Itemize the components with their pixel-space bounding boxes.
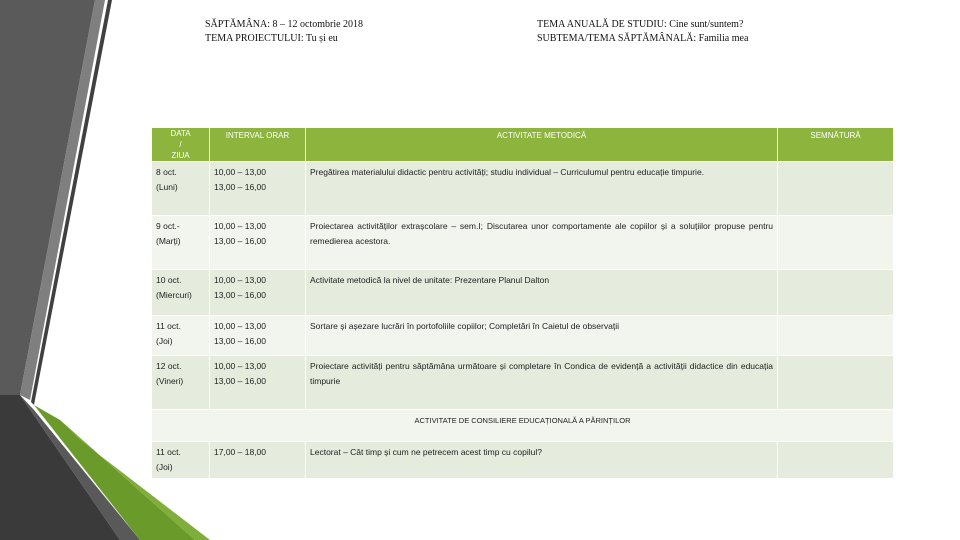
interval-afternoon: 13,00 – 16,00 (214, 376, 266, 386)
table-header-row (152, 128, 894, 162)
signature-cell (778, 270, 894, 316)
interval-morning: 10,00 – 13,00 (214, 221, 266, 231)
interval-morning: 10,00 – 13,00 (214, 275, 266, 285)
table-row (152, 162, 894, 216)
interval-cell (210, 216, 306, 270)
header-right (537, 18, 748, 46)
signature-cell (778, 162, 894, 216)
column-header-date-line1: DATA (170, 129, 191, 138)
day-text: (Marți) (156, 236, 181, 246)
date-cell (152, 316, 210, 356)
interval-morning: 10,00 – 13,00 (214, 361, 266, 371)
table-row (152, 316, 894, 356)
date-cell (152, 216, 210, 270)
column-header-activity: ACTIVITATE METODICĂ (306, 128, 778, 162)
parents-section-heading: ACTIVITATE DE CONSILIERE EDUCAȚIONALĂ A PĂRINȚILOR (152, 410, 894, 442)
signature-cell (778, 216, 894, 270)
day-text: (Miercuri) (156, 290, 192, 300)
interval-cell (210, 356, 306, 410)
activity-cell: Proiectarea activităților extrașcolare – sem.I; Discutarea unor comportamente ale copiilor și a soluțiilor propuse pentru remedierea acestora. (306, 216, 778, 270)
schedule-table (151, 127, 894, 479)
day-text: (Joi) (156, 462, 173, 472)
table-row (152, 442, 894, 479)
activity-cell: Activitate metodică la nivel de unitate: Prezentare Planul Dalton (306, 270, 778, 316)
column-header-date (152, 128, 210, 162)
date-text: 8 oct. (156, 167, 177, 177)
interval-cell: 17,00 – 18,00 (210, 442, 306, 479)
column-header-interval: INTERVAL ORAR (210, 128, 306, 162)
interval-afternoon: 13,00 – 16,00 (214, 290, 266, 300)
column-header-date-line2: / (179, 140, 182, 149)
date-cell (152, 270, 210, 316)
table-row (152, 356, 894, 410)
signature-cell (778, 356, 894, 410)
table-row (152, 270, 894, 316)
column-header-signature: SEMNĂTURĂ (778, 128, 894, 162)
interval-afternoon: 13,00 – 16,00 (214, 236, 266, 246)
date-text: 12 oct. (156, 361, 182, 371)
day-text: (Vineri) (156, 376, 184, 386)
interval-afternoon: 13,00 – 16,00 (214, 336, 266, 346)
table-row (152, 216, 894, 270)
project-theme-label: TEMA PROIECTULUI: Tu și eu (205, 33, 338, 44)
annual-theme-label: TEMA ANUALĂ DE STUDIU: Cine sunt/suntem? (537, 19, 744, 30)
parents-heading-row (152, 410, 894, 442)
interval-cell (210, 162, 306, 216)
signature-cell (778, 442, 894, 479)
activity-cell: Sortare și așezare lucrări în portofoliile copiilor; Completări în Caietul de observații (306, 316, 778, 356)
date-text: 10 oct. (156, 275, 182, 285)
date-cell (152, 442, 210, 479)
date-cell (152, 356, 210, 410)
stripe-dark-top (0, 0, 95, 395)
interval-afternoon: 13,00 – 16,00 (214, 182, 266, 192)
activity-cell: Pregătirea materialului didactic pentru activități; studiu individual – Curriculumul pentru educație timpurie. (306, 162, 778, 216)
interval-morning: 10,00 – 13,00 (214, 321, 266, 331)
activity-cell: Proiectare activități pentru săptămâna următoare și completare în Condica de evidență a activității didactice din educația timpurie (306, 356, 778, 410)
column-header-date-line3: ZIUA (171, 151, 190, 160)
activity-cell: Lectorat – Cât timp și cum ne petrecem acest timp cu copilul? (306, 442, 778, 479)
date-text: 9 oct.- (156, 221, 180, 231)
date-text: 11 oct. (156, 321, 181, 331)
weekly-subtheme-label: SUBTEMA/TEMA SĂPTĂMÂNALĂ: Familia mea (537, 33, 749, 44)
day-text: (Luni) (156, 182, 178, 192)
header-left (205, 18, 363, 46)
signature-cell (778, 316, 894, 356)
day-text: (Joi) (156, 336, 173, 346)
interval-morning: 10,00 – 13,00 (214, 167, 266, 177)
date-text: 11 oct. (156, 447, 181, 457)
week-label: SĂPTĂMÂNA: 8 – 12 octombrie 2018 (205, 19, 364, 30)
interval-cell (210, 270, 306, 316)
date-cell (152, 162, 210, 216)
interval-cell (210, 316, 306, 356)
